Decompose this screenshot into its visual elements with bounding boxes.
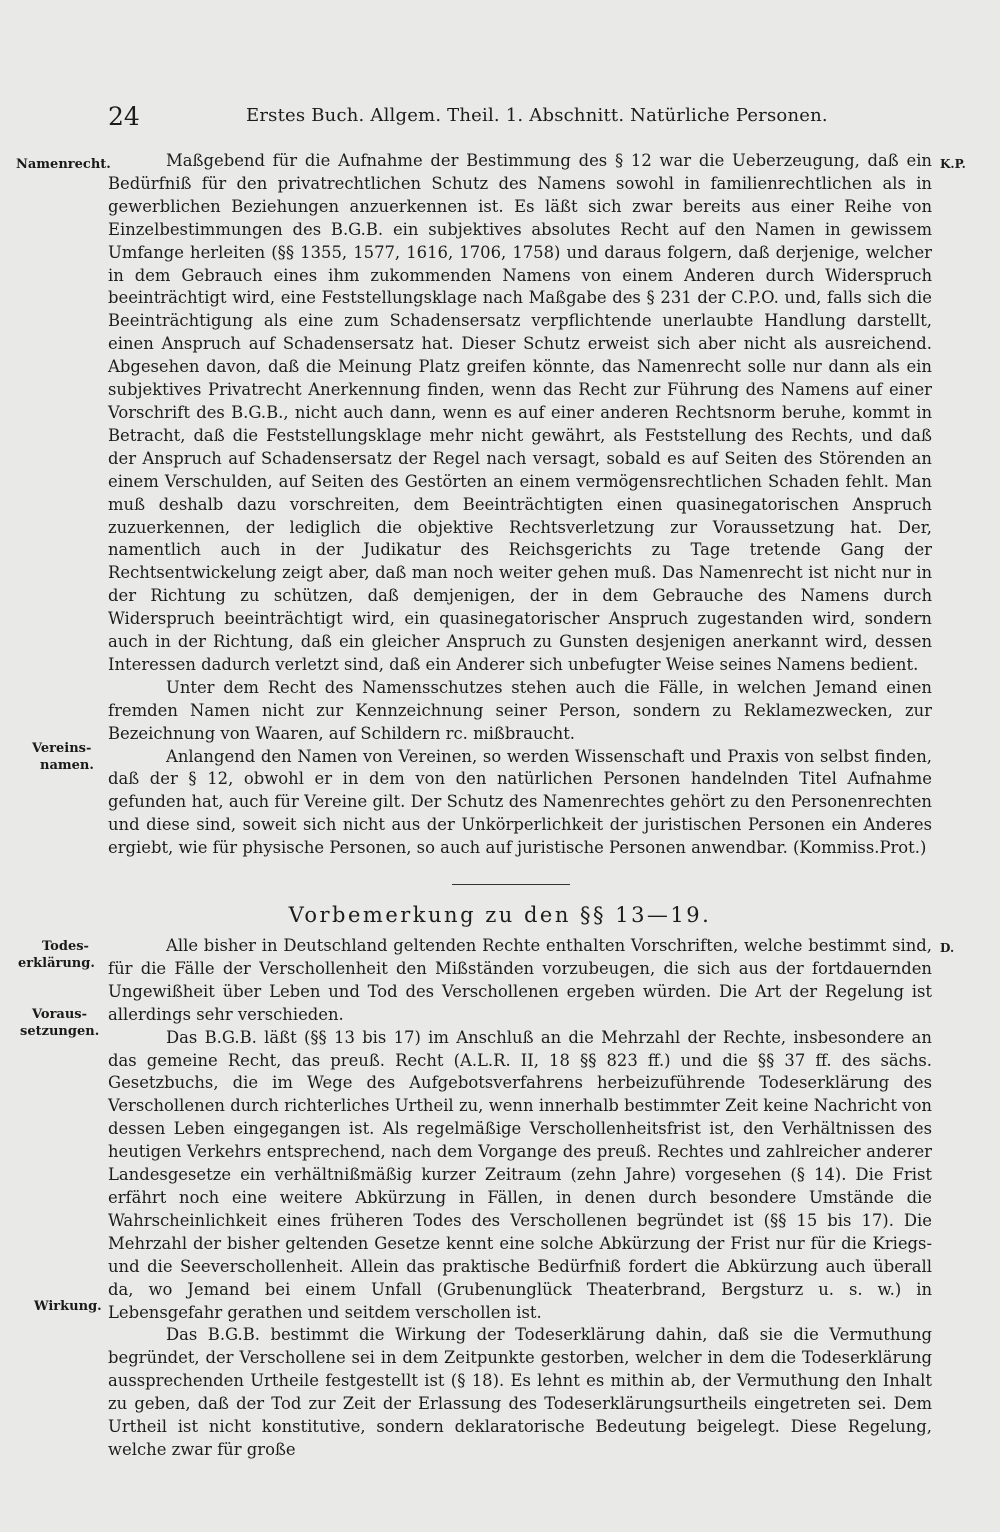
- section-heading: Vorbemerkung zu den §§ 13—19.: [288, 903, 712, 927]
- paragraph-wirkung: Das B.G.B. bestimmt die Wirkung der Todeserklärung dahin, daß sie die Vermuthung begründet, der Verschollene sei in dem Zeitpunkte gestorben, welcher in dem die Todeserklärung aussprechenden Urtheile festgestellt ist (§ 18). Es lehnt es mithin ab, der Vermuthung den Inhalt zu geben, daß der Tod zur Zeit der Erlassung des Todeserklärungsurtheils eingetreten sei. Dem Urtheil ist nicht konstitutive, sondern deklaratorische Bedeutung beigelegt. Diese Regelung, welche zwar für große: [108, 1325, 932, 1459]
- side-tag-kp: K.P.: [940, 157, 966, 171]
- margin-note-todeserklaerung: Todes- erklärung.: [18, 939, 95, 971]
- margin-note-wirkung: Wirkung.: [34, 1299, 102, 1314]
- paragraph-voraussetzungen: Das B.G.B. läßt (§§ 13 bis 17) im Anschluß an die Mehrzahl der Rechte, insbesondere an das gemeine Recht, das preuß. Recht (A.L.R. II, 18 §§ 823 ff.) und die §§ 37 ff. des sächs. Gesetzbuchs, die im Wege des Aufgebotsverfahrens herbeizuführende Todeserklärung des Verschollenen durch richterliches Urtheil zu, wenn innerhalb bestimmter Zeit keine Nachricht von dessen Leben eingegangen ist. Als regelmäßige Verschollenheitsfrist ist, den Verhältnissen des heutigen Verkehrs entsprechend, nach dem Vorgange des preuß. Rechtes und zahlreicher anderer Landesgesetze ein verhältnißmäßig kurzer Zeitraum (zehn Jahre) vorgesehen (§ 14). Die Frist erfährt noch eine weitere Abkürzung in Fällen, in denen durch besondere Umstände die Wahrscheinlichkeit eines früheren Todes des Verschollenen begründet ist (§§ 15 bis 17). Die Mehrzahl der bisher geltenden Gesetze kennt eine solche Abkürzung der Frist nur für die Kriegs- und die Seeverschollenheit. Allein das praktische Bedürfniß fordert die Abkürzung auch überall da, wo Jemand bei einem Unfall (Grubenunglück Theaterbrand, Bergsturz u. s. w.) in Lebensgefahr gerathen und seitdem verschollen ist.: [108, 1027, 932, 1322]
- section-namenrecht: [108, 150, 932, 860]
- running-head: Erstes Buch. Allgem. Theil. 1. Abschnitt. Natürliche Personen.: [246, 105, 828, 126]
- paragraph-todeserklaerung: Alle bisher in Deutschland geltenden Rechte enthalten Vorschriften, welche bestimmt sind, für die Fälle der Verschollenheit den Mißständen vorzubeugen, die sich aus der fortdauernden Ungewißheit über Leben und Tod des Verschollenen ergeben würden. Die Art der Regelung ist allerdings sehr verschieden.: [108, 936, 932, 1024]
- section-verschollenheit: [108, 935, 932, 1462]
- margin-note-namenrecht: Namenrecht.: [16, 157, 111, 172]
- page-number: 24: [108, 102, 140, 131]
- paragraph-namensschutz: Unter dem Recht des Namensschutzes stehen auch die Fälle, in welchen Jemand einen fremden Namen nicht zur Kennzeichnung seiner Person, sondern zu Reklamezwecken, zur Bezeichnung von Waaren, auf Schildern rc. mißbraucht.: [108, 677, 932, 743]
- margin-note-voraussetzungen: Voraus- setzungen.: [20, 1007, 100, 1039]
- page-header: [108, 102, 928, 132]
- paragraph-vereinsnamen: Anlangend den Namen von Vereinen, so werden Wissenschaft und Praxis von selbst finden, daß der § 12, obwohl er in dem von den natürlichen Personen handelnden Titel Aufnahme gefunden hat, auch für Vereine gilt. Der Schutz des Namenrechtes gehört zu den Personenrechten und diese sind, soweit sich nicht aus der Unkörperlichkeit der juristischen Personen ein Anderes ergiebt, wie für physische Personen, so auch auf juristische Personen anwendbar. (Kommiss.Prot.): [108, 746, 932, 858]
- margin-note-vereinsnamen: Vereins- namen.: [32, 741, 94, 773]
- separator-rule: [452, 884, 570, 885]
- paragraph-namenrecht: Maßgebend für die Aufnahme der Bestimmung des § 12 war die Ueberzeugung, daß ein Bedürfniß für den privatrechtlichen Schutz des Namens sowohl in familienrechtlichen als in gewerblichen Beziehungen anzuerkennen ist. Es läßt sich zwar bereits aus einer Reihe von Einzelbestimmungen des B.G.B. ein subjektives absolutes Recht auf den Namen in gewissem Umfange herleiten (§§ 1355, 1577, 1616, 1706, 1758) und daraus folgern, daß derjenige, welcher in dem Gebrauch eines ihm zukommenden Namens von einem Anderen durch Widerspruch beeinträchtigt wird, eine Feststellungsklage nach Maßgabe des § 231 der C.P.O. und, falls sich die Beeinträchtigung als eine zum Schadensersatz verpflichtende unerlaubte Handlung darstellt, einen Anspruch auf Schadensersatz hat. Dieser Schutz erweist sich aber nicht als ausreichend. Abgesehen davon, daß die Meinung Platz greifen könnte, das Namenrecht solle nur dann als ein subjektives Privatrecht Anerkennung finden, wenn das Recht zur Führung des Namens auf einer Vorschrift des B.G.B., nicht auch dann, wenn es auf einer anderen Rechtsnorm beruhe, kommt in Betracht, daß die Feststellungsklage mehr nicht gewährt, als Feststellung des Rechts, und daß der Anspruch auf Schadensersatz der Regel nach versagt, sobald es auf Seiten des Störenden an einem Verschulden, auf Seiten des Gestörten an einem vermögensrechtlichen Schaden fehlt. Man muß deshalb dazu vorschreiten, dem Beeinträchtigten einen quasinegatorischen Anspruch zuzuerkennen, der lediglich die objektive Rechtsverletzung zur Voraussetzung hat. Der, namentlich auch in der Judikatur des Reichsgerichts zu Tage tretende Gang der Rechtsentwickelung zeigt aber, daß man noch weiter gehen muß. Das Namenrecht ist nicht nur in der Richtung zu schützen, daß demjenigen, der in dem Gebrauche des Namens durch Widerspruch beeinträchtigt wird, ein quasinegatorischer Anspruch zugestanden wird, sondern auch in der Richtung, daß ein gleicher Anspruch zu Gunsten desjenigen anerkannt wird, dessen Interessen dadurch verletzt sind, daß ein Anderer sich unbefugter Weise seines Namens bedient.: [108, 151, 932, 674]
- side-tag-d: D.: [940, 941, 955, 955]
